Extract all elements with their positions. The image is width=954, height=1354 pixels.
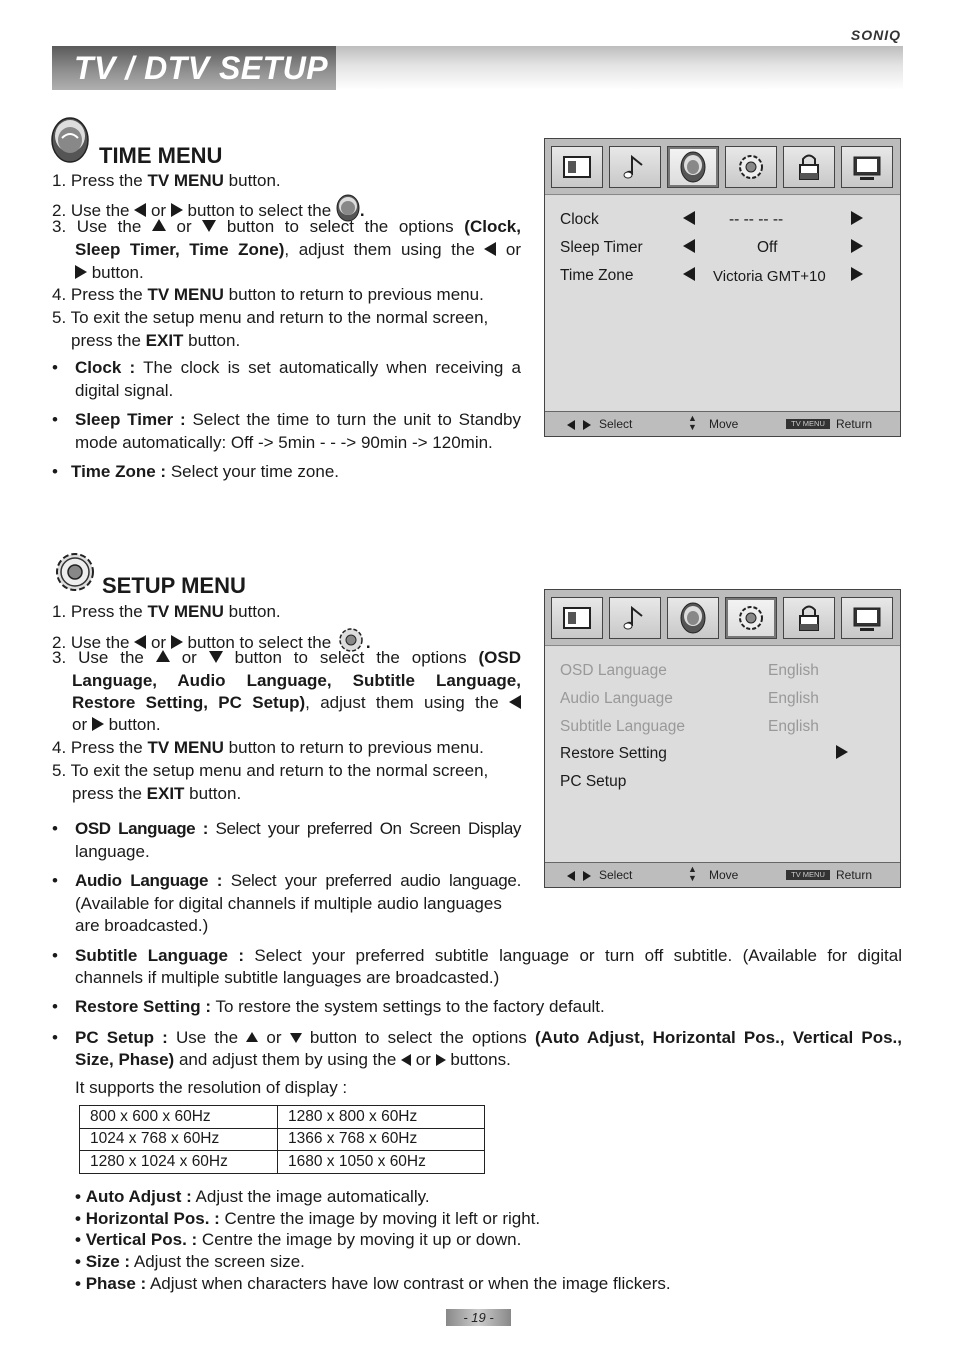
left-arrow-icon[interactable] bbox=[683, 239, 695, 253]
setup-menu-icon bbox=[725, 146, 777, 188]
osd-language-value: English bbox=[768, 662, 819, 679]
resolution-intro: It supports the resolution of display : bbox=[75, 1078, 348, 1097]
bullet-char: • bbox=[52, 410, 58, 429]
page-title: TV / DTV SETUP bbox=[74, 50, 329, 86]
input-menu-icon bbox=[841, 146, 893, 188]
table-cell: 1024 x 768 x 60Hz bbox=[80, 1128, 278, 1151]
menu-item-osd-language[interactable]: OSD Language bbox=[560, 662, 667, 679]
time-step-1: 1. Press the TV MENU button. bbox=[52, 171, 281, 190]
tv-menu-badge: TV MENU bbox=[786, 870, 830, 880]
vertical-pos-item: • Vertical Pos. : Centre the image by moving it up or down. bbox=[75, 1230, 522, 1249]
right-arrow-icon[interactable] bbox=[851, 267, 863, 281]
up-arrow-icon bbox=[152, 219, 166, 231]
left-arrow-icon bbox=[567, 869, 575, 883]
pc-setup-bullet-line2: Size, Phase) and adjust them by using the or buttons. bbox=[75, 1050, 511, 1069]
right-arrow-icon bbox=[583, 869, 591, 883]
table-cell: 800 x 600 x 60Hz bbox=[80, 1106, 278, 1129]
lock-menu-icon bbox=[783, 597, 835, 639]
right-arrow-icon bbox=[92, 717, 104, 731]
setup-step-3-line1: 3. Use the or button to select the options (OSD bbox=[52, 648, 521, 667]
phase-item: • Phase : Adjust when characters have low contrast or when the image flickers. bbox=[75, 1274, 671, 1293]
menu-item-sleep-timer[interactable]: Sleep Timer bbox=[560, 239, 643, 256]
horizontal-pos-item: • Horizontal Pos. : Centre the image by moving it left or right. bbox=[75, 1209, 541, 1228]
up-arrow-icon bbox=[246, 1032, 258, 1042]
setup-step-5-line1: 5. To exit the setup menu and return to the normal screen, bbox=[52, 761, 489, 780]
time-menu-icon bbox=[667, 146, 719, 188]
footer-move-label: Move bbox=[709, 417, 739, 431]
setup-menu-heading: SETUP MENU bbox=[102, 573, 246, 598]
sleep-timer-bullet-line1: Sleep Timer : Select the time to turn the unit to Standby bbox=[75, 410, 522, 429]
audio-bullet-line3: are broadcasted.) bbox=[75, 916, 209, 935]
table-row bbox=[80, 1151, 485, 1174]
input-menu-icon bbox=[841, 597, 893, 639]
left-arrow-icon[interactable] bbox=[683, 211, 695, 225]
restore-bullet: Restore Setting : To restore the system settings to the factory default. bbox=[75, 997, 605, 1016]
time-step-5-line2: press the EXIT button. bbox=[71, 331, 241, 350]
brand-logo: SONIQ bbox=[850, 27, 901, 43]
sound-menu-icon bbox=[609, 146, 661, 188]
bullet-char: • bbox=[52, 997, 58, 1016]
menu-footer bbox=[545, 411, 900, 436]
picture-menu-icon bbox=[551, 597, 603, 639]
gear-icon bbox=[51, 547, 99, 597]
time-step-3-line3: button. bbox=[75, 262, 144, 285]
right-arrow-icon bbox=[171, 203, 183, 217]
setup-step-5-line2: press the EXIT button. bbox=[72, 784, 242, 803]
right-arrow-icon bbox=[436, 1054, 446, 1066]
lock-menu-icon bbox=[783, 146, 835, 188]
left-arrow-icon bbox=[134, 203, 146, 217]
menu-icon-row bbox=[545, 590, 900, 646]
down-arrow-icon bbox=[202, 220, 216, 232]
time-zone-value: Victoria GMT+10 bbox=[713, 268, 826, 285]
menu-item-pc-setup[interactable]: PC Setup bbox=[560, 773, 627, 790]
menu-item-audio-language[interactable]: Audio Language bbox=[560, 690, 673, 707]
footer-move-label: Move bbox=[709, 868, 739, 882]
bullet-char: • bbox=[52, 462, 58, 481]
setup-step-3-line3: Restore Setting, PC Setup), adjust them using the bbox=[72, 692, 521, 715]
audio-bullet-line1: Audio Language : Select your preferred audio language. bbox=[75, 871, 522, 890]
menu-item-restore-setting[interactable]: Restore Setting bbox=[560, 745, 667, 762]
menu-icon-row bbox=[545, 139, 900, 195]
subtitle-language-value: English bbox=[768, 718, 819, 735]
down-arrow-icon bbox=[290, 1033, 302, 1043]
size-item: • Size : Adjust the screen size. bbox=[75, 1252, 305, 1271]
table-cell: 1366 x 768 x 60Hz bbox=[278, 1128, 485, 1151]
down-arrow-icon bbox=[209, 651, 223, 663]
page-number: - 19 - bbox=[446, 1309, 511, 1326]
bullet-char: • bbox=[52, 358, 58, 377]
setup-step-4: 4. Press the TV MENU button to return to previous menu. bbox=[52, 738, 484, 757]
footer-return-label: Return bbox=[836, 417, 873, 431]
auto-adjust-item: • Auto Adjust : Adjust the image automatically. bbox=[75, 1187, 430, 1206]
menu-list bbox=[545, 647, 900, 863]
clock-bullet-line2: digital signal. bbox=[75, 381, 174, 400]
clock-value: -- -- -- -- bbox=[729, 211, 784, 228]
bullet-char: • bbox=[52, 946, 58, 965]
sleep-timer-value: Off bbox=[757, 239, 778, 256]
time-menu-heading: TIME MENU bbox=[99, 143, 223, 168]
right-arrow-icon bbox=[75, 265, 87, 279]
left-arrow-icon bbox=[484, 242, 496, 256]
table-cell: 1280 x 800 x 60Hz bbox=[278, 1106, 485, 1129]
setup-step-3-line4: or button. bbox=[72, 715, 161, 734]
setup-menu-icon bbox=[725, 597, 777, 639]
time-step-2: 2. Use the or button to select the . bbox=[52, 194, 365, 223]
table-row bbox=[80, 1106, 485, 1129]
left-arrow-icon bbox=[509, 695, 521, 709]
menu-item-time-zone[interactable]: Time Zone bbox=[560, 267, 634, 284]
left-arrow-icon bbox=[401, 1054, 411, 1066]
time-zone-bullet: Time Zone : Select your time zone. bbox=[71, 462, 340, 481]
sleep-timer-bullet-line2: mode automatically: Off -> 5min - - -> 90min -> 120min. bbox=[75, 433, 493, 452]
left-arrow-icon bbox=[567, 418, 575, 432]
time-step-3-line1: 3. Use the or button to select the options (Clock, bbox=[52, 217, 521, 236]
osd-bullet-line1: OSD Language : Select your preferred On Screen Display bbox=[75, 819, 521, 838]
setup-menu-screen bbox=[544, 589, 901, 888]
table-cell: 1680 x 1050 x 60Hz bbox=[278, 1151, 485, 1174]
time-step-3-line2: Sleep Timer, Time Zone), adjust them using the or bbox=[75, 240, 521, 259]
pc-setup-bullet-line1: PC Setup : Use the or button to select the options (Auto Adjust, Horizontal Pos., Vertical Pos., bbox=[75, 1028, 903, 1047]
subtitle-bullet-line2: channels if multiple subtitle languages are broadcasted.) bbox=[75, 968, 500, 987]
footer-return-label: Return bbox=[836, 868, 873, 882]
right-arrow-icon[interactable] bbox=[851, 239, 863, 253]
time-step-5-line1: 5. To exit the setup menu and return to the normal screen, bbox=[52, 308, 489, 327]
menu-item-subtitle-language[interactable]: Subtitle Language bbox=[560, 718, 685, 735]
up-arrow-icon bbox=[156, 650, 170, 662]
up-down-arrow-icon: ▲ ▼ bbox=[688, 864, 697, 883]
bullet-char: • bbox=[52, 1028, 58, 1047]
setup-step-1: 1. Press the TV MENU button. bbox=[52, 602, 281, 621]
table-cell: 1280 x 1024 x 60Hz bbox=[80, 1151, 278, 1174]
up-down-arrow-icon: ▲ ▼ bbox=[688, 413, 697, 432]
tv-menu-badge: TV MENU bbox=[786, 419, 830, 429]
audio-language-value: English bbox=[768, 690, 819, 707]
picture-menu-icon bbox=[551, 146, 603, 188]
bullet-char: • bbox=[52, 819, 58, 838]
time-menu-screen bbox=[544, 138, 901, 437]
clock-icon bbox=[50, 116, 90, 164]
table-row bbox=[80, 1128, 485, 1151]
setup-step-3-line2: Language, Audio Language, Subtitle Language, bbox=[72, 671, 521, 690]
right-arrow-icon[interactable] bbox=[851, 211, 863, 225]
footer-select-label: Select bbox=[599, 868, 633, 882]
subtitle-bullet-line1: Subtitle Language : Select your preferred subtitle language or turn off subtitle. (Available for digital bbox=[75, 946, 902, 965]
time-menu-icon bbox=[667, 597, 719, 639]
menu-footer bbox=[545, 862, 900, 887]
clock-bullet-line1: Clock : The clock is set automatically when receiving a bbox=[75, 358, 521, 377]
right-arrow-icon[interactable] bbox=[836, 745, 848, 759]
setup-step-2: 2. Use the or button to select the . bbox=[52, 626, 371, 655]
osd-bullet-line2: language. bbox=[75, 842, 150, 861]
footer-select-label: Select bbox=[599, 417, 633, 431]
resolution-table bbox=[79, 1105, 485, 1174]
bullet-char: • bbox=[52, 871, 58, 890]
left-arrow-icon[interactable] bbox=[683, 267, 695, 281]
time-step-4: 4. Press the TV MENU button to return to previous menu. bbox=[52, 285, 484, 304]
menu-item-clock[interactable]: Clock bbox=[560, 211, 599, 228]
audio-bullet-line2: (Available for digital channels if multiple audio languages bbox=[75, 894, 502, 913]
right-arrow-icon bbox=[583, 418, 591, 432]
sound-menu-icon bbox=[609, 597, 661, 639]
menu-list bbox=[545, 196, 900, 412]
